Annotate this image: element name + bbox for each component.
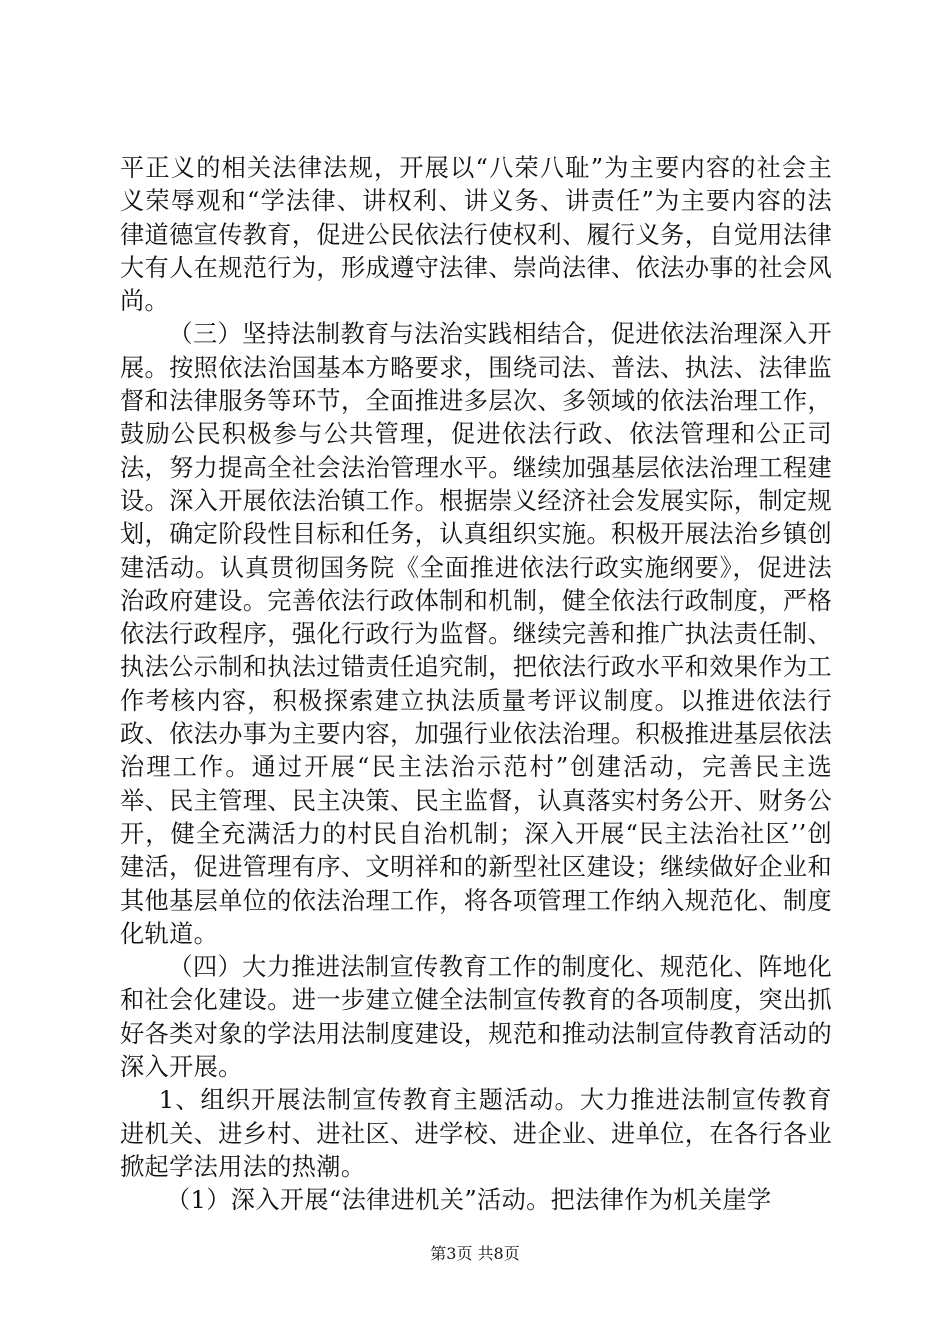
paragraph-section-3: （三）坚持法制教育与法治实践相结合，促进依法治理深入开展。按照依法治国基本方略要求，围绕司法、普法、执法、法律监督和法律服务等环节，全面推进多层次、多领域的依法治理工作，鼓励公民积极参与公共管理，促进依法行政、依法管理和公正司法，努力提高全社会法治管理水平。继续加强基层依法治理工程建设。深入开展依法治镇工作。根据崇义经济社会发展实际，制定规划，确定阶段性目标和任务，认真组织实施。积极开展法治乡镇创建活动。认真贯彻国务院《全面推进依法行政实施纲要》，促进法治政府建设。完善依法行政体制和机制，健全依法行政制度，严格依法行政程序，强化行政行为监督。继续完善和推广执法责任制、执法公示制和执法过错责任追究制，把依法行政水平和效果作为工作考核内容，积极探索建立执法质量考评议制度。以推进依法行政、依法办事为主要内容，加强行业依法治理。积极推进基层依法治理工作。通过开展“民主法治示范村”创建活动，完善民主选举、民主管理、民主决策、民主监督，认真落实村务公开、财务公开，健全充满活力的村民自治机制；深入开展“民主法治社区’’创建活，促进管理有序、文明祥和的新型社区建设；继续做好企业和其他基层单位的依法治理工作，将各项管理工作纳入规范化、制度化轨道。 — [120, 320, 832, 948]
paragraph-section-4: （四）大力推进法制宣传教育工作的制度化、规范化、阵地化和社会化建设。进一步建立健全法制宣传教育的各项制度，突出抓好各类对象的学法用法制度建设，规范和推动法制宣侍教育活动的深入开展。 — [120, 953, 832, 1082]
paragraph-subitem-1: （1）深入开展“法律进机关”活动。把法律作为机关崖学 — [165, 1186, 772, 1215]
paragraph-continuation: 平正义的相关法律法规，开展以“八荣八耻”为主要内容的社会主义荣辱观和“学法律、讲权利、讲义务、讲责任”为主要内容的法律道德宣传教育，促进公民依法行使权利、履行义务，自觉用法律大有人在规范行为，形成遵守法律、崇尚法律、依法办事的社会风尚。 — [120, 154, 832, 316]
page-footer: 第3页 共8页 — [430, 1244, 520, 1263]
document-body — [120, 152, 832, 1218]
paragraph-item-1: 1、组织开展法制宣传教育主题活动。大力推进法制宣传教育进机关、进乡村、进社区、进学校、进企业、进单位，在各行各业掀起学法用法的热潮。 — [120, 1086, 832, 1181]
